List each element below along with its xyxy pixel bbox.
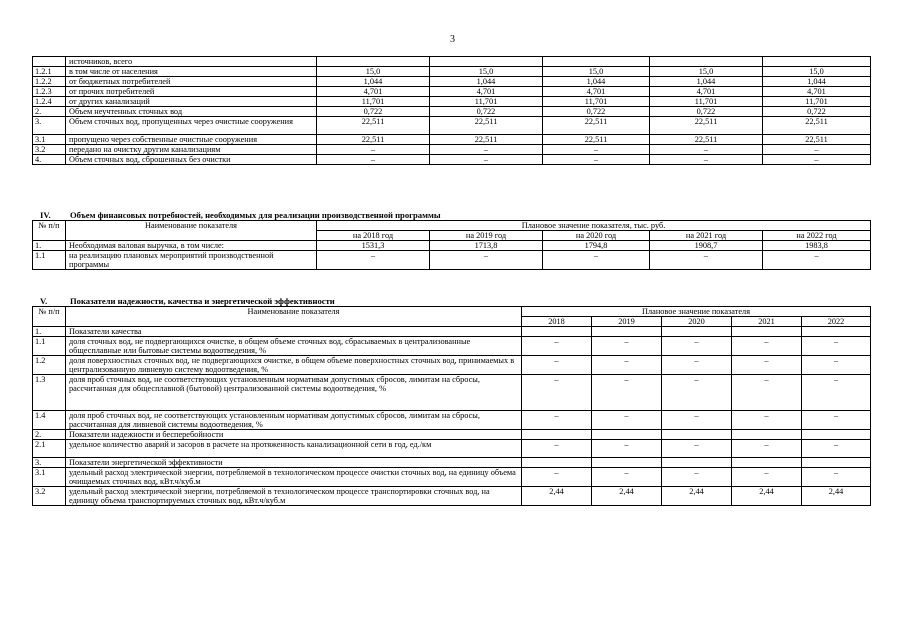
value-cell: – [522, 468, 592, 487]
value-cell: – [802, 468, 871, 487]
row-number: 1.2.1 [33, 67, 66, 77]
section-iv-heading [40, 210, 441, 220]
table-row [33, 375, 871, 411]
value-cell: 11,701 [650, 97, 763, 107]
value-cell [763, 57, 871, 67]
value-cell: – [732, 356, 802, 375]
row-number: 3.2 [33, 145, 66, 155]
row-label: удельный расход электрической энергии, потребляемой в технологическом процессе очистки сточных вод, на единицу объема очищаемых сточных вод, кВт.ч/куб.м [66, 468, 522, 487]
value-cell: – [802, 440, 871, 458]
value-cell: – [543, 155, 650, 165]
value-cell: 4,701 [543, 87, 650, 97]
row-label: в том числе от населения [66, 67, 317, 77]
row-label: Объем неучтенных сточных вод [66, 107, 317, 117]
value-cell: – [522, 440, 592, 458]
value-cell: – [522, 411, 592, 430]
value-cell: 1,044 [430, 77, 543, 87]
table-row [33, 468, 871, 487]
value-cell: 4,701 [763, 87, 871, 97]
row-number: 2. [33, 430, 66, 440]
row-label: Объем сточных вод, сброшенных без очистки [66, 155, 317, 165]
page-number: 3 [450, 34, 455, 45]
value-cell: 22,511 [543, 117, 650, 135]
year-header: 2021 [732, 317, 802, 327]
row-number: 1.3 [33, 375, 66, 411]
row-label: пропущено через собственные очистные сооружения [66, 135, 317, 145]
row-number: 3.2 [33, 487, 66, 506]
year-header: 2019 [592, 317, 662, 327]
year-header: 2018 [522, 317, 592, 327]
row-number: 1.2.3 [33, 87, 66, 97]
value-cell [543, 57, 650, 67]
row-number: 1. [33, 241, 66, 251]
value-cell: 11,701 [543, 97, 650, 107]
value-cell: 22,511 [430, 135, 543, 145]
value-cell: – [802, 375, 871, 411]
row-number: 1.1 [33, 337, 66, 356]
table-row [33, 458, 871, 468]
value-cell: – [522, 375, 592, 411]
value-cell [802, 327, 871, 337]
value-cell: – [592, 356, 662, 375]
row-number: 1.1 [33, 251, 66, 270]
value-cell: 1983,8 [763, 241, 871, 251]
table-row [33, 430, 871, 440]
reliability-indicators-table [32, 306, 871, 506]
value-cell: – [317, 251, 430, 270]
table-row [33, 97, 871, 107]
value-cell: 1794,8 [543, 241, 650, 251]
row-label: доля проб сточных вод, не соответствующих установленным нормативам допустимых сбросов, лимитам на сбросы, рассчитанная для ливневой системы водоотведения, % [66, 411, 522, 430]
value-cell: 11,701 [317, 97, 430, 107]
value-cell: 1,044 [317, 77, 430, 87]
table-row [33, 57, 871, 67]
row-label: от прочих потребителей [66, 87, 317, 97]
table-row [33, 87, 871, 97]
value-cell: – [732, 411, 802, 430]
value-cell: 22,511 [763, 135, 871, 145]
value-cell: 2,44 [802, 487, 871, 506]
value-cell: – [802, 411, 871, 430]
value-cell [802, 458, 871, 468]
row-number: 3. [33, 117, 66, 135]
value-cell: 2,44 [522, 487, 592, 506]
table-row [33, 117, 871, 135]
value-cell: – [592, 375, 662, 411]
row-number: 1.2.4 [33, 97, 66, 107]
table-row [33, 155, 871, 165]
row-label: Показатели качества [66, 327, 522, 337]
value-cell: 0,722 [763, 107, 871, 117]
header-name: Наименование показателя [66, 221, 317, 241]
header-name: Наименование показателя [66, 307, 522, 327]
row-label: Объем сточных вод, пропущенных через очистные сооружения [66, 117, 317, 135]
row-number: 1.2.2 [33, 77, 66, 87]
value-cell: 2,44 [732, 487, 802, 506]
row-number: 3. [33, 458, 66, 468]
value-cell: 1,044 [543, 77, 650, 87]
value-cell [592, 327, 662, 337]
value-cell: – [732, 337, 802, 356]
value-cell: 15,0 [650, 67, 763, 77]
row-label: Показатели надежности и бесперебойности [66, 430, 522, 440]
table-row [33, 67, 871, 77]
value-cell: 22,511 [650, 135, 763, 145]
value-cell: 22,511 [650, 117, 763, 135]
value-cell: 1,044 [650, 77, 763, 87]
value-cell: – [662, 468, 732, 487]
value-cell: 22,511 [317, 135, 430, 145]
value-cell: 15,0 [543, 67, 650, 77]
table-row [33, 77, 871, 87]
value-cell: 4,701 [650, 87, 763, 97]
value-cell [732, 430, 802, 440]
year-header: 2022 [802, 317, 871, 327]
value-cell [522, 458, 592, 468]
row-number: 1.2 [33, 356, 66, 375]
section-v-number: V. [40, 296, 48, 306]
row-label: Показатели энергетической эффективности [66, 458, 522, 468]
value-cell: – [662, 356, 732, 375]
table-row [33, 487, 871, 506]
value-cell [732, 458, 802, 468]
section-iv-title: Объем финансовых потребностей, необходимых для реализации производственной программы [70, 210, 441, 220]
row-label: доля поверхностных сточных вод, не подвергающихся очистке, в общем объеме поверхностных сточных вод, принимаемых в централизованную ливневую систему водоотведения, % [66, 356, 522, 375]
wastewater-volume-table [32, 56, 871, 165]
financial-needs-table [32, 220, 871, 270]
value-cell: 1908,7 [650, 241, 763, 251]
value-cell: – [662, 337, 732, 356]
value-cell: – [592, 411, 662, 430]
row-number: 3.1 [33, 468, 66, 487]
value-cell: – [543, 145, 650, 155]
value-cell: – [732, 440, 802, 458]
year-header: на 2019 год [430, 231, 543, 241]
value-cell: – [650, 251, 763, 270]
row-label: доля сточных вод, не подвергающихся очистке, в общем объеме сточных вод, сбрасываемых в централизованные общесплавные или бытовые системы водоотведения, % [66, 337, 522, 356]
value-cell: – [522, 356, 592, 375]
table-row [33, 327, 871, 337]
value-cell: 11,701 [763, 97, 871, 107]
year-header: на 2022 год [763, 231, 871, 241]
row-number: 4. [33, 155, 66, 165]
year-header: на 2021 год [650, 231, 763, 241]
table-row [33, 145, 871, 155]
value-cell: – [430, 155, 543, 165]
value-cell: 22,511 [543, 135, 650, 145]
row-number [33, 57, 66, 67]
row-label: на реализацию плановых мероприятий производственной программы [66, 251, 317, 270]
value-cell: 0,722 [430, 107, 543, 117]
year-header: на 2020 год [543, 231, 650, 241]
row-label: Необходимая валовая выручка, в том числе: [66, 241, 317, 251]
value-cell: – [650, 155, 763, 165]
value-cell: – [662, 440, 732, 458]
value-cell: – [543, 251, 650, 270]
row-number: 1. [33, 327, 66, 337]
row-number: 1.4 [33, 411, 66, 430]
row-label: доля проб сточных вод, не соответствующих установленным нормативам допустимых сбросов, лимитам на сбросы, рассчитанная для общесплавной (бытовой) централизованной системы водоотведения, % [66, 375, 522, 411]
row-label: от других канализаций [66, 97, 317, 107]
value-cell: – [802, 356, 871, 375]
value-cell [317, 57, 430, 67]
value-cell: 2,44 [662, 487, 732, 506]
value-cell [662, 327, 732, 337]
row-label: удельный расход электрической энергии, потребляемой в технологическом процессе транспортировки сточных вод, на единицу объема транспортируемых сточных вод, кВт.ч/куб.м [66, 487, 522, 506]
value-cell [522, 430, 592, 440]
value-cell: 22,511 [430, 117, 543, 135]
value-cell: – [430, 251, 543, 270]
value-cell: 1713,8 [430, 241, 543, 251]
value-cell [662, 430, 732, 440]
value-cell [592, 458, 662, 468]
table-row [33, 411, 871, 430]
value-cell: 1531,3 [317, 241, 430, 251]
header-num: № п/п [33, 221, 66, 241]
value-cell: – [650, 145, 763, 155]
header-num: № п/п [33, 307, 66, 327]
table-row [33, 251, 871, 270]
table-row [33, 135, 871, 145]
row-label: передано на очистку другим канализациям [66, 145, 317, 155]
value-cell: 4,701 [317, 87, 430, 97]
value-cell: 15,0 [430, 67, 543, 77]
value-cell [592, 430, 662, 440]
value-cell: – [662, 375, 732, 411]
row-number: 3.1 [33, 135, 66, 145]
table-row [33, 337, 871, 356]
value-cell: 0,722 [317, 107, 430, 117]
value-cell: 22,511 [317, 117, 430, 135]
year-header: 2020 [662, 317, 732, 327]
section-iv-number: IV. [40, 210, 51, 220]
value-cell [650, 57, 763, 67]
value-cell [430, 57, 543, 67]
value-cell [732, 327, 802, 337]
value-cell [522, 327, 592, 337]
value-cell: 15,0 [317, 67, 430, 77]
section-v-title: Показатели надежности, качества и энергетической эффективности [70, 296, 335, 306]
value-cell [802, 430, 871, 440]
value-cell: 2,44 [592, 487, 662, 506]
value-cell: – [802, 337, 871, 356]
row-label: от бюджетных потребителей [66, 77, 317, 87]
row-label: удельное количество аварий и засоров в расчете на протяженность канализационной сети в год, ед./км [66, 440, 522, 458]
table-row [33, 440, 871, 458]
value-cell: – [732, 375, 802, 411]
value-cell: 22,511 [763, 117, 871, 135]
value-cell: 0,722 [650, 107, 763, 117]
row-number: 2.1 [33, 440, 66, 458]
table-row [33, 241, 871, 251]
value-cell: 0,722 [543, 107, 650, 117]
value-cell [662, 458, 732, 468]
value-cell: – [317, 155, 430, 165]
value-cell: – [522, 337, 592, 356]
value-cell: – [732, 468, 802, 487]
row-label: источников, всего [66, 57, 317, 67]
value-cell: 11,701 [430, 97, 543, 107]
value-cell: – [592, 468, 662, 487]
value-cell: – [317, 145, 430, 155]
value-cell: – [592, 440, 662, 458]
section-v-heading [40, 296, 335, 306]
header-plan: Плановое значение показателя [522, 307, 871, 317]
value-cell: – [592, 337, 662, 356]
value-cell: – [763, 155, 871, 165]
value-cell: – [430, 145, 543, 155]
value-cell: 15,0 [763, 67, 871, 77]
value-cell: 1,044 [763, 77, 871, 87]
value-cell: 4,701 [430, 87, 543, 97]
row-number: 2. [33, 107, 66, 117]
value-cell: – [662, 411, 732, 430]
value-cell: – [763, 251, 871, 270]
table-row [33, 107, 871, 117]
table-row [33, 356, 871, 375]
year-header: на 2018 год [317, 231, 430, 241]
header-plan: Плановое значение показателя, тыс. руб. [317, 221, 871, 231]
value-cell: – [763, 145, 871, 155]
